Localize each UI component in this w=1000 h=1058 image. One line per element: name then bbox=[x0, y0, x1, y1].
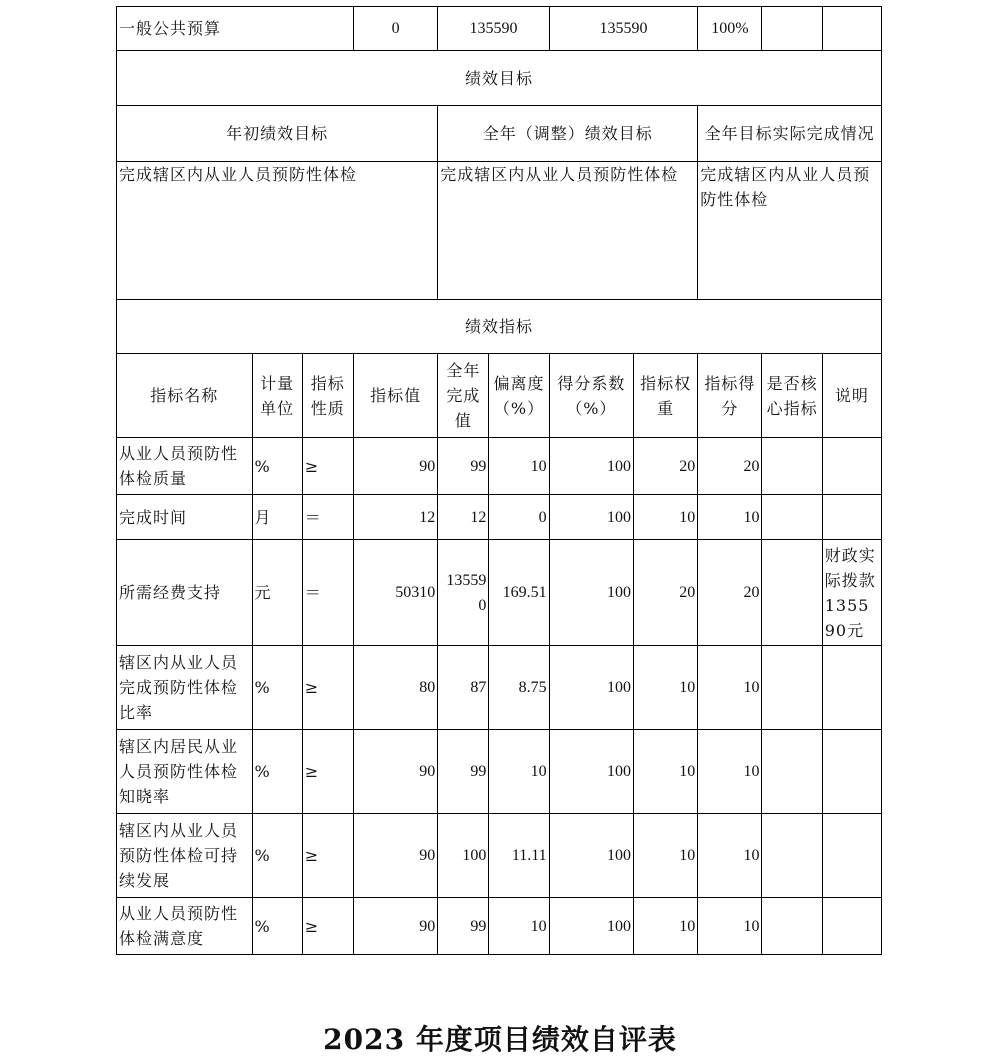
indicator-score: 10 bbox=[698, 730, 762, 814]
indicator-core bbox=[762, 730, 822, 814]
indicator-note bbox=[822, 814, 881, 898]
indicator-nature: ≥ bbox=[302, 646, 353, 730]
indicator-actual: 12 bbox=[438, 495, 489, 540]
indicator-weight: 10 bbox=[633, 898, 697, 955]
budget-label: 一般公共预算 bbox=[117, 7, 354, 51]
indicator-unit: % bbox=[252, 438, 302, 495]
indicator-nature: ≥ bbox=[302, 438, 353, 495]
performance-table bbox=[116, 6, 882, 955]
budget-cell: 0 bbox=[353, 7, 437, 51]
indicator-unit: % bbox=[252, 646, 302, 730]
indicator-core bbox=[762, 540, 822, 646]
goals-header-initial: 年初绩效目标 bbox=[117, 106, 438, 162]
indicator-deviation: 169.51 bbox=[489, 540, 549, 646]
indicator-weight: 10 bbox=[633, 730, 697, 814]
indicator-note bbox=[822, 495, 881, 540]
indicator-unit: 元 bbox=[252, 540, 302, 646]
indicator-target: 90 bbox=[353, 814, 437, 898]
indicator-core bbox=[762, 646, 822, 730]
indicator-core bbox=[762, 898, 822, 955]
indicator-target: 50310 bbox=[353, 540, 437, 646]
indicator-coefficient: 100 bbox=[549, 730, 633, 814]
indicator-target: 90 bbox=[353, 438, 437, 495]
indicator-nature: ＝ bbox=[302, 540, 353, 646]
indicator-note: 财政实际拨款135590元 bbox=[822, 540, 881, 646]
indicator-header-row bbox=[117, 354, 882, 438]
indicator-unit: 月 bbox=[252, 495, 302, 540]
indicator-weight: 20 bbox=[633, 438, 697, 495]
indicator-row bbox=[117, 730, 882, 814]
indicator-deviation: 8.75 bbox=[489, 646, 549, 730]
indicator-name: 辖区内从业人员完成预防性体检比率 bbox=[117, 646, 253, 730]
indicator-unit: % bbox=[252, 898, 302, 955]
indicator-deviation: 10 bbox=[489, 438, 549, 495]
indicator-unit: % bbox=[252, 814, 302, 898]
indicator-row bbox=[117, 495, 882, 540]
header-cell: 全年完成值 bbox=[438, 354, 489, 438]
indicator-note bbox=[822, 646, 881, 730]
indicator-name: 从业人员预防性体检质量 bbox=[117, 438, 253, 495]
goals-header-adjusted: 全年（调整）绩效目标 bbox=[438, 106, 698, 162]
indicator-actual: 99 bbox=[438, 898, 489, 955]
indicator-actual: 100 bbox=[438, 814, 489, 898]
indicator-name: 辖区内居民从业人员预防性体检知晓率 bbox=[117, 730, 253, 814]
indicator-row bbox=[117, 646, 882, 730]
indicator-score: 10 bbox=[698, 898, 762, 955]
goals-adjusted-text: 完成辖区内从业人员预防性体检 bbox=[438, 162, 698, 300]
indicator-coefficient: 100 bbox=[549, 438, 633, 495]
indicator-coefficient: 100 bbox=[549, 898, 633, 955]
goals-initial-text: 完成辖区内从业人员预防性体检 bbox=[117, 162, 438, 300]
indicator-actual: 87 bbox=[438, 646, 489, 730]
indicator-score: 10 bbox=[698, 646, 762, 730]
indicator-nature: ≥ bbox=[302, 814, 353, 898]
indicator-name: 从业人员预防性体检满意度 bbox=[117, 898, 253, 955]
header-cell: 计量单位 bbox=[252, 354, 302, 438]
indicator-name: 辖区内从业人员预防性体检可持续发展 bbox=[117, 814, 253, 898]
header-cell: 指标性质 bbox=[302, 354, 353, 438]
indicator-score: 10 bbox=[698, 495, 762, 540]
indicator-row bbox=[117, 438, 882, 495]
indicator-deviation: 11.11 bbox=[489, 814, 549, 898]
indicator-note bbox=[822, 730, 881, 814]
indicator-target: 90 bbox=[353, 730, 437, 814]
indicator-row bbox=[117, 814, 882, 898]
goals-header-actual: 全年目标实际完成情况 bbox=[698, 106, 882, 162]
indicator-coefficient: 100 bbox=[549, 646, 633, 730]
indicator-row bbox=[117, 898, 882, 955]
indicator-weight: 10 bbox=[633, 814, 697, 898]
indicator-row bbox=[117, 540, 882, 646]
budget-cell: 135590 bbox=[549, 7, 698, 51]
indicator-actual: 135590 bbox=[438, 540, 489, 646]
indicator-core bbox=[762, 438, 822, 495]
indicator-weight: 10 bbox=[633, 495, 697, 540]
indicator-deviation: 10 bbox=[489, 898, 549, 955]
indicator-deviation: 0 bbox=[489, 495, 549, 540]
indicator-name: 所需经费支持 bbox=[117, 540, 253, 646]
indicator-coefficient: 100 bbox=[549, 495, 633, 540]
budget-cell bbox=[822, 7, 881, 51]
indicator-weight: 20 bbox=[633, 540, 697, 646]
indicators-section-title: 绩效指标 bbox=[117, 300, 882, 354]
indicator-target: 80 bbox=[353, 646, 437, 730]
indicator-core bbox=[762, 814, 822, 898]
indicator-name: 完成时间 bbox=[117, 495, 253, 540]
indicator-nature: ≥ bbox=[302, 898, 353, 955]
budget-cell bbox=[762, 7, 822, 51]
indicator-deviation: 10 bbox=[489, 730, 549, 814]
page-title: 2023 年度项目绩效自评表 bbox=[323, 1023, 677, 1056]
indicator-core bbox=[762, 495, 822, 540]
header-cell: 指标名称 bbox=[117, 354, 253, 438]
indicator-actual: 99 bbox=[438, 730, 489, 814]
header-cell: 说明 bbox=[822, 354, 881, 438]
indicator-nature: ＝ bbox=[302, 495, 353, 540]
indicator-nature: ≥ bbox=[302, 730, 353, 814]
budget-row bbox=[117, 7, 882, 51]
goals-section-title: 绩效目标 bbox=[117, 51, 882, 106]
header-cell: 是否核心指标 bbox=[762, 354, 822, 438]
indicator-target: 90 bbox=[353, 898, 437, 955]
indicator-coefficient: 100 bbox=[549, 814, 633, 898]
indicator-coefficient: 100 bbox=[549, 540, 633, 646]
indicator-target: 12 bbox=[353, 495, 437, 540]
indicator-weight: 10 bbox=[633, 646, 697, 730]
indicator-unit: % bbox=[252, 730, 302, 814]
indicator-score: 20 bbox=[698, 540, 762, 646]
header-cell: 偏离度（%） bbox=[489, 354, 549, 438]
header-cell: 指标得分 bbox=[698, 354, 762, 438]
indicator-score: 10 bbox=[698, 814, 762, 898]
budget-cell: 100% bbox=[698, 7, 762, 51]
budget-cell: 135590 bbox=[438, 7, 549, 51]
header-cell: 指标权重 bbox=[633, 354, 697, 438]
goals-actual-text: 完成辖区内从业人员预防性体检 bbox=[698, 162, 882, 300]
indicator-note bbox=[822, 438, 881, 495]
indicator-actual: 99 bbox=[438, 438, 489, 495]
indicator-note bbox=[822, 898, 881, 955]
indicator-score: 20 bbox=[698, 438, 762, 495]
header-cell: 得分系数（%） bbox=[549, 354, 633, 438]
header-cell: 指标值 bbox=[353, 354, 437, 438]
